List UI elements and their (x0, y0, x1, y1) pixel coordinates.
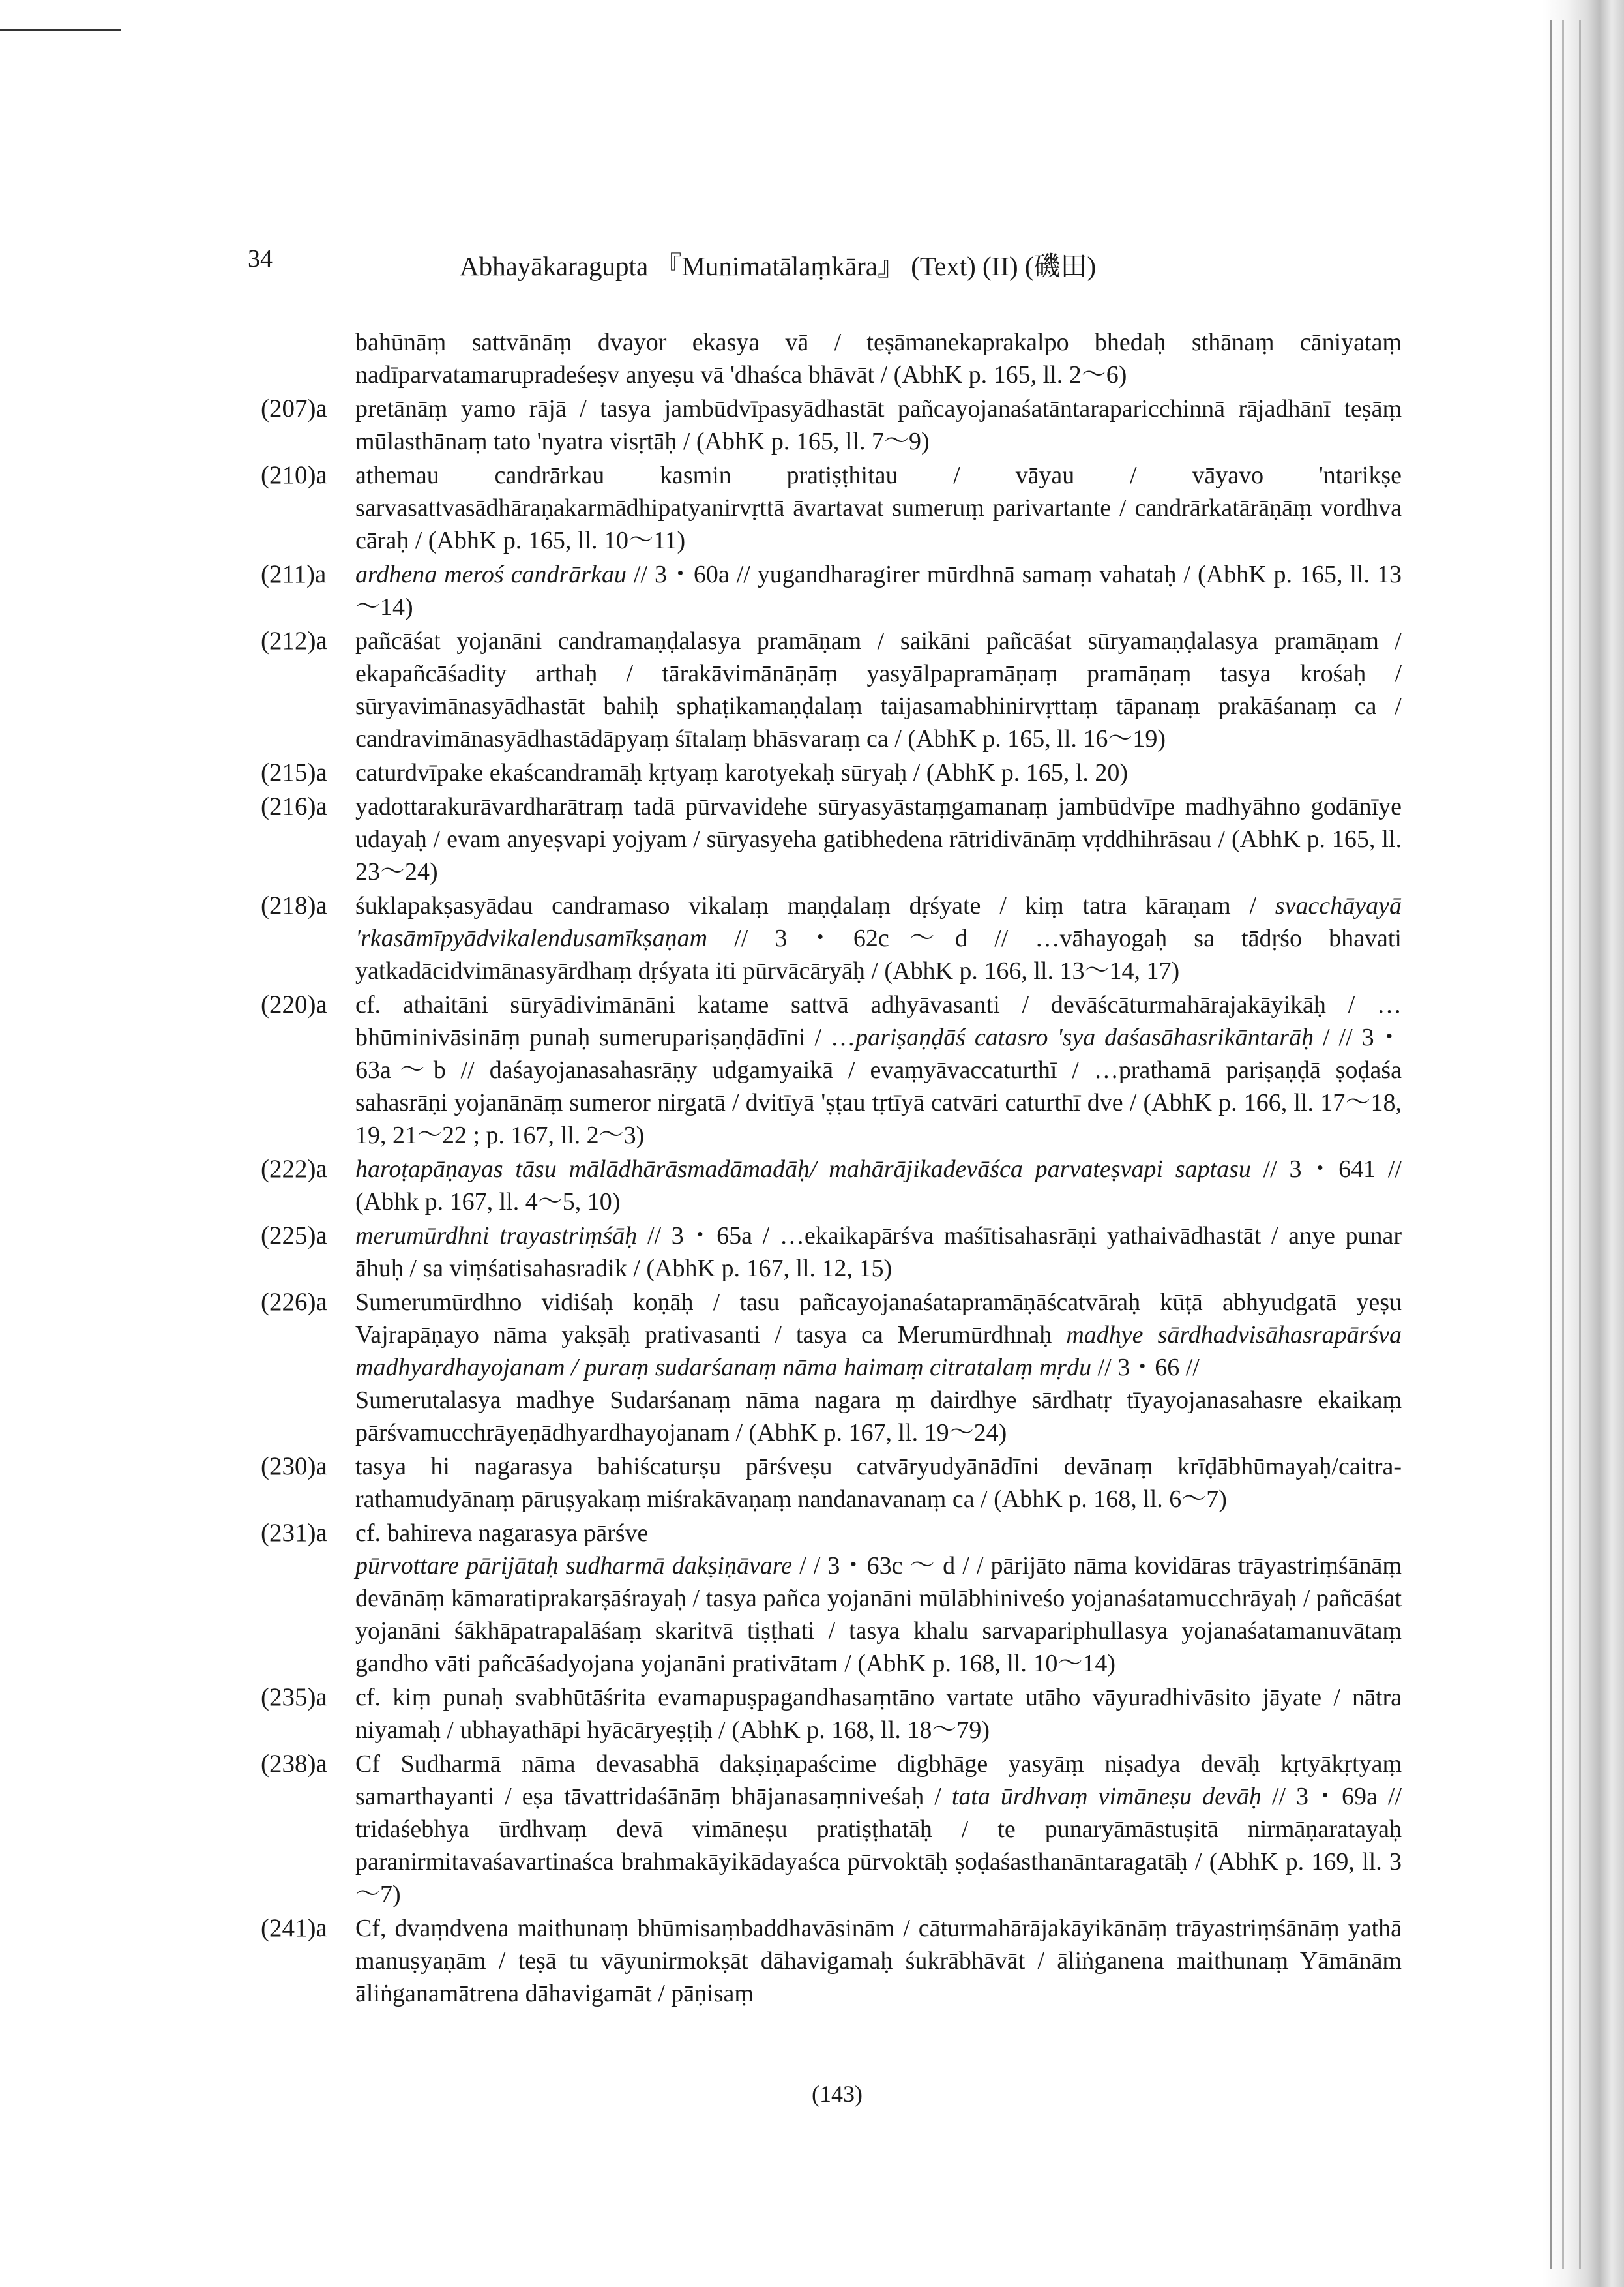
entry-label: (215)a (261, 758, 327, 786)
entry-text (355, 1450, 1402, 1516)
italic-verse: madhye sārdhadvisāhasrapārśva madhyardhayojanam / puraṃ sudarśanaṃ nāma haimaṃ citratalaṃ mṛdu (355, 1321, 1402, 1381)
text-run: / // 3・63a～b // daśayojanasahasrāṇy udgamyaikā / evaṃyāvaccaturthī / …prathamā pariṣaṇḍā ṣoḍaśa sahasrāṇi yojanānāṃ sumeror nirgatā / dvitīyā 'ṣṭau tṛtīyā catvāri caturthī dve / (AbhK p. 166, ll. 17～18, 19, 21～22 ; p. 167, ll. 2～3) (355, 1024, 1402, 1149)
entry (261, 989, 1402, 1152)
text-run: // 3・65a / …ekaikapārśva maśītisahasrāṇi yathaivādhastāt / anye punar āhuḥ / sa viṃśatisahasradik / (AbhK p. 167, ll. 12, 15) (355, 1222, 1402, 1282)
entry-text (355, 1153, 1402, 1218)
italic-verse: tata ūrdhvaṃ vimāneṣu devāḥ (951, 1783, 1262, 1810)
text-run: yadottarakurāvardharātraṃ tadā pūrvavidehe sūryasyāstaṃgamanaṃ jambūdvīpe madhyāhno godānīye udayaḥ / evam anyeṣvapi yojyam / sūryasyeha gatibhedena rātridivānāṃ vṛddhihrāsau / (AbhK p. 165, ll. 23～24) (355, 793, 1402, 886)
entry-text (355, 1681, 1402, 1746)
italic-verse: pariṣaṇḍāś catasro 'sya daśasāhasrikāntarāḥ (855, 1024, 1314, 1051)
text-run: cf. athaitāni sūryādivimānāni katame sattvā adhyāvasanti / devāścāturmahārajakāyikāḥ / …bhūminivāsināṃ punaḥ sumerupariṣaṇḍādīni / … (355, 991, 1402, 1051)
spine-line (1550, 20, 1552, 2269)
italic-verse: pūrvottare pārijātaḥ sudharmā dakṣiṇāvare (355, 1552, 793, 1579)
text-run: cf. bahireva nagarasya pārśve (355, 1519, 649, 1547)
entry-text (355, 989, 1402, 1152)
entry-label: (235)a (261, 1683, 327, 1711)
entry-text (355, 326, 1402, 391)
text-run: Sumerumūrdhno vidiśaḥ koṇāḥ / tasu pañcayojanaśatapramāṇāścatvāraḥ kūṭā abhyudgatā yeṣu Vajrapāṇayo nāma yakṣāḥ prativasanti / tasya ca Merumūrdhnaḥ (355, 1289, 1402, 1349)
running-title: Abhayākaragupta 『Munimatālaṃkāra』 (Text) (II) (磯田) (460, 251, 1097, 281)
entry-label: (226)a (261, 1288, 327, 1316)
text-run: athemau candrārkau kasmin pratiṣṭhitau / vāyau / vāyavo 'ntarikṣe sarvasattvasādhāraṇakarmādhipatyanirvṛttā āvartavat sumeruṃ parivartante / candrārkatārāṇāṃ vordhva cāraḥ / (AbhK p. 165, ll. 10～11) (355, 462, 1402, 554)
entry-label: (230)a (261, 1452, 327, 1480)
entry-subtext (355, 1549, 1402, 1680)
entry-label: (238)a (261, 1750, 327, 1778)
entry (261, 326, 1402, 391)
italic-verse: svacchāyayā 'rkasāmīpyādvikalendusamīkṣaṇam (355, 892, 1402, 952)
text-run: // 3・62c～d // …vāhayogaḥ sa tādṛśo bhavati yatkadācidvimānasyārdhaṃ dṛśyata iti pūrvācāryāḥ / (AbhK p. 166, ll. 13～14, 17) (355, 925, 1402, 985)
text-run: tasya hi nagarasya bahiścaturṣu pārśveṣu catvāryudyānādīni devānaṃ krīḍābhūmayaḥ/caitra-rathamudyānaṃ pāruṣyakaṃ miśrakāvaṇaṃ nandanavanaṃ ca / (AbhK p. 168, ll. 6～7) (355, 1453, 1402, 1513)
book-spine-shadow (1543, 0, 1624, 2287)
text-run: // 3・66 // (1091, 1354, 1200, 1381)
entry-label: (207)a (261, 395, 327, 423)
entry-label: (241)a (261, 1914, 327, 1942)
entry-label: (231)a (261, 1519, 327, 1547)
text-run: cf. kiṃ punaḥ svabhūtāśrita evamapuṣpagandhasaṃtāno vartate utāho vāyuradhivāsito jāyate / nātra niyamaḥ / ubhayathāpi hyācāryeṣṭiḥ / (AbhK p. 168, ll. 18～79) (355, 1684, 1402, 1744)
entry-text (355, 756, 1402, 789)
text-run: bahūnāṃ sattvānāṃ dvayor ekasya vā / teṣāmanekaprakalpo bhedaḥ sthānaṃ cāniyataṃ nadīparvatamarupradeśeṣv anyeṣu vā 'dhaśca bhāvāt / (AbhK p. 165, ll. 2～6) (355, 329, 1402, 389)
text-run: śuklapakṣasyādau candramaso vikalaṃ maṇḍalaṃ dṛśyate / kiṃ tatra kāraṇam / (355, 892, 1275, 919)
entry-label: (220)a (261, 991, 327, 1019)
entry-label: (222)a (261, 1155, 327, 1183)
italic-verse: ardhena meroś candrārkau (355, 561, 627, 588)
entry-label: (218)a (261, 891, 327, 919)
entry (261, 558, 1402, 623)
entry-text (355, 625, 1402, 755)
entry (261, 1286, 1402, 1449)
entry-text (355, 459, 1402, 557)
text-run: // 3・641 // (Abhk p. 167, ll. 4～5, 10) (355, 1156, 1402, 1216)
entry-text (355, 1912, 1402, 2010)
entry-text (355, 1219, 1402, 1285)
spine-line (1562, 20, 1564, 2269)
entry (261, 1681, 1402, 1746)
entry-label: (225)a (261, 1221, 327, 1249)
text-run: // 3・60a // yugandharagirer mūrdhnā samaṃ vahataḥ / (AbhK p. 165, ll. 13～14) (355, 561, 1402, 621)
text-run: / / 3・63c ～ d / / pārijāto nāma kovidāras trāyastriṃśānāṃ devānāṃ kāmaratiprakarṣāśrayaḥ / tasya pañca yojanāni mūlābhiniveśo yojanaśatamucchrāyaḥ / pañcāśat yojanāni śākhāpatrapalāśaṃ skaritvā tiṣṭhati / tasya khalu sarvapariphullasya yojanaśatamanuvātaṃ gandho vāti pañcāśadyojana yojanāni prativātam / (AbhK p. 168, ll. 10～14) (355, 1552, 1402, 1677)
italic-verse: haroṭapāṇayas tāsu mālādhārāsmadāmadāḥ/ mahārājikadevāśca parvateṣvapi saptasu (355, 1156, 1251, 1183)
text-run: pañcāśat yojanāni candramaṇḍalasya pramāṇam / saikāni pañcāśat sūryamaṇḍalasya pramāṇam / ekapañcāśadity arthaḥ / tārakāvimānāṇāṃ yasyālpapramāṇaṃ pramāṇaṃ tasya krośaḥ / sūryavimānasyādhastāt bahiḥ sphaṭikamaṇḍalaṃ taijasamabhinirvṛttaṃ tāpanaṃ prakāśanaṃ ca / candravimānasyādhastādāpyaṃ śītalaṃ bhāsvaraṃ ca / (AbhK p. 165, ll. 16～19) (355, 627, 1402, 753)
text-run: // 3・69a // tridaśebhya ūrdhvaṃ devā vimāneṣu pratiṣṭhatāḥ / te punaryāmāstuṣitā nirmāṇaratayaḥ paranirmitavaśavartinaśca brahmakāyikādayaśca pūrvoktāḥ ṣoḍaśasthanāntaragatāḥ / (AbhK p. 169, ll. 3～7) (355, 1783, 1402, 1908)
entry (261, 1912, 1402, 2010)
entry (261, 393, 1402, 458)
entry-text (355, 1286, 1402, 1384)
entry (261, 1517, 1402, 1680)
entry-text (355, 889, 1402, 987)
italic-verse: merumūrdhni trayastriṃśāḥ (355, 1222, 638, 1249)
entry (261, 1219, 1402, 1285)
entry (261, 1153, 1402, 1218)
entry-text (355, 393, 1402, 458)
spine-line (1579, 20, 1581, 2269)
entry (261, 756, 1402, 789)
entry-label: (210)a (261, 461, 327, 489)
entry (261, 889, 1402, 987)
text-run: caturdvīpake ekaścandramāḥ kṛtyaṃ karotyekaḥ sūryaḥ / (AbhK p. 165, l. 20) (355, 759, 1128, 786)
entry-subtext: Sumerutalasya madhye Sudarśanaṃ nāma nagara ṃ dairdhye sārdhatṛ tīyayojanasahasre ekaikaṃ pārśvamucchrāyeṇādhyardhayojanam / (AbhK p. 167, ll. 19～24) (355, 1386, 1402, 1446)
text-run: pretānāṃ yamo rājā / tasya jambūdvīpasyādhastāt pañcayojanaśatāntaraparicchinnā rājadhānī teṣāṃ mūlasthānaṃ tato 'nyatra visṛtāḥ / (AbhK p. 165, ll. 7～9) (355, 395, 1402, 455)
entry (261, 625, 1402, 755)
entry-label: (211)a (261, 560, 327, 588)
entry (261, 459, 1402, 557)
entry (261, 790, 1402, 888)
entry-text (355, 558, 1402, 623)
entry-text (355, 1517, 1402, 1549)
entry (261, 1748, 1402, 1911)
entry-label: (212)a (261, 627, 327, 655)
running-header (248, 245, 1486, 290)
entry-text (355, 1748, 1402, 1911)
entry-label: (216)a (261, 792, 327, 820)
top-rule (0, 29, 121, 31)
entry-text (355, 790, 1402, 888)
page-number: 34 (248, 245, 273, 273)
text-body (261, 326, 1402, 2011)
entry (261, 1450, 1402, 1516)
text-run: Cf Sudharmā nāma devasabhā dakṣiṇapaścime digbhāge yasyāṃ niṣadya devāḥ kṛtyākṛtyaṃ samarthayanti / eṣa tāvattridaśānāṃ bhājanasaṃniveśaḥ / (355, 1750, 1402, 1810)
text-run: Cf, dvaṃdvena maithunaṃ bhūmisaṃbaddhavāsinām / cāturmahārājakāyikānāṃ trāyastriṃśānāṃ yathā manuṣyaṇām / teṣā tu vāyunirmokṣāt dāhavigamaḥ śukrābhāvāt / āliṅganena maithunaṃ Yāmānām āliṅganamātrena dāhavigamāt / pāṇisaṃ (355, 1915, 1402, 2007)
page-label: (143) (812, 2081, 863, 2107)
